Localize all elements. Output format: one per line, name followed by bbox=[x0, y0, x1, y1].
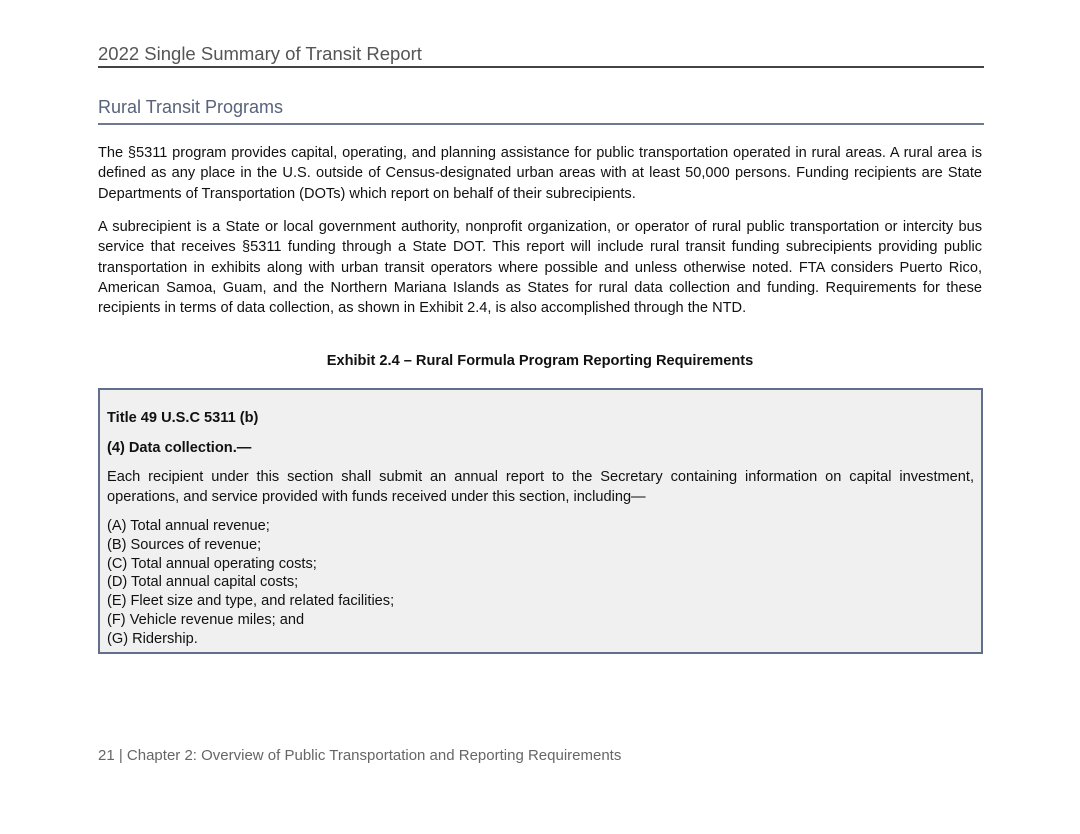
list-item: (A) Total annual revenue; bbox=[107, 518, 270, 534]
paragraph-program-description: The §5311 program provides capital, operating, and planning assistance for public transportation operated in rural areas. A rural area is defined as any place in the U.S. outside of Census-designated urban areas with at least 50,000 persons. Funding recipients are State Departments of Transportation (DOTs) which report on behalf of their subrecipients. bbox=[98, 145, 982, 202]
list-item: (B) Sources of revenue; bbox=[107, 536, 262, 553]
exhibit-heading-title: Title 49 U.S.C 5311 (b) bbox=[107, 410, 259, 426]
report-header: 2022 Single Summary of Transit Report bbox=[98, 43, 984, 68]
requirements-list bbox=[107, 517, 974, 649]
section-heading: Rural Transit Programs bbox=[98, 97, 984, 125]
exhibit-title: Exhibit 2.4 – Rural Formula Program Reporting Requirements bbox=[326, 353, 754, 369]
list-item: (C) Total annual operating costs; bbox=[107, 555, 317, 572]
exhibit-box bbox=[98, 388, 983, 654]
list-item: (E) Fleet size and type, and related facilities; bbox=[107, 593, 395, 610]
list-item: (D) Total annual capital costs; bbox=[107, 574, 299, 591]
list-item: (F) Vehicle revenue miles; and bbox=[107, 611, 305, 628]
list-item: (G) Ridership. bbox=[107, 630, 198, 647]
page-footer: 21 | Chapter 2: Overview of Public Transportation and Reporting Requirements bbox=[98, 747, 622, 764]
exhibit-heading-data-collection: (4) Data collection.— bbox=[107, 440, 252, 456]
exhibit-body: Each recipient under this section shall submit an annual report to the Secretary containing information on capital investment, operations, and service provided with funds received under this section, including— bbox=[107, 469, 974, 505]
paragraph-subrecipient: A subrecipient is a State or local government authority, nonprofit organization, or operator of rural public transportation or intercity bus service that receives §5311 funding through a State DOT. This report will include rural transit funding subrecipients providing public transportation in exhibits along with urban transit operators where possible and unless otherwise noted. FTA considers Puerto Rico, American Samoa, Guam, and the Northern Mariana Islands as States for rural data collection and funding. Requirements for these recipients in terms of data collection, as shown in Exhibit 2.4, is also accomplished through the NTD. bbox=[98, 219, 982, 317]
